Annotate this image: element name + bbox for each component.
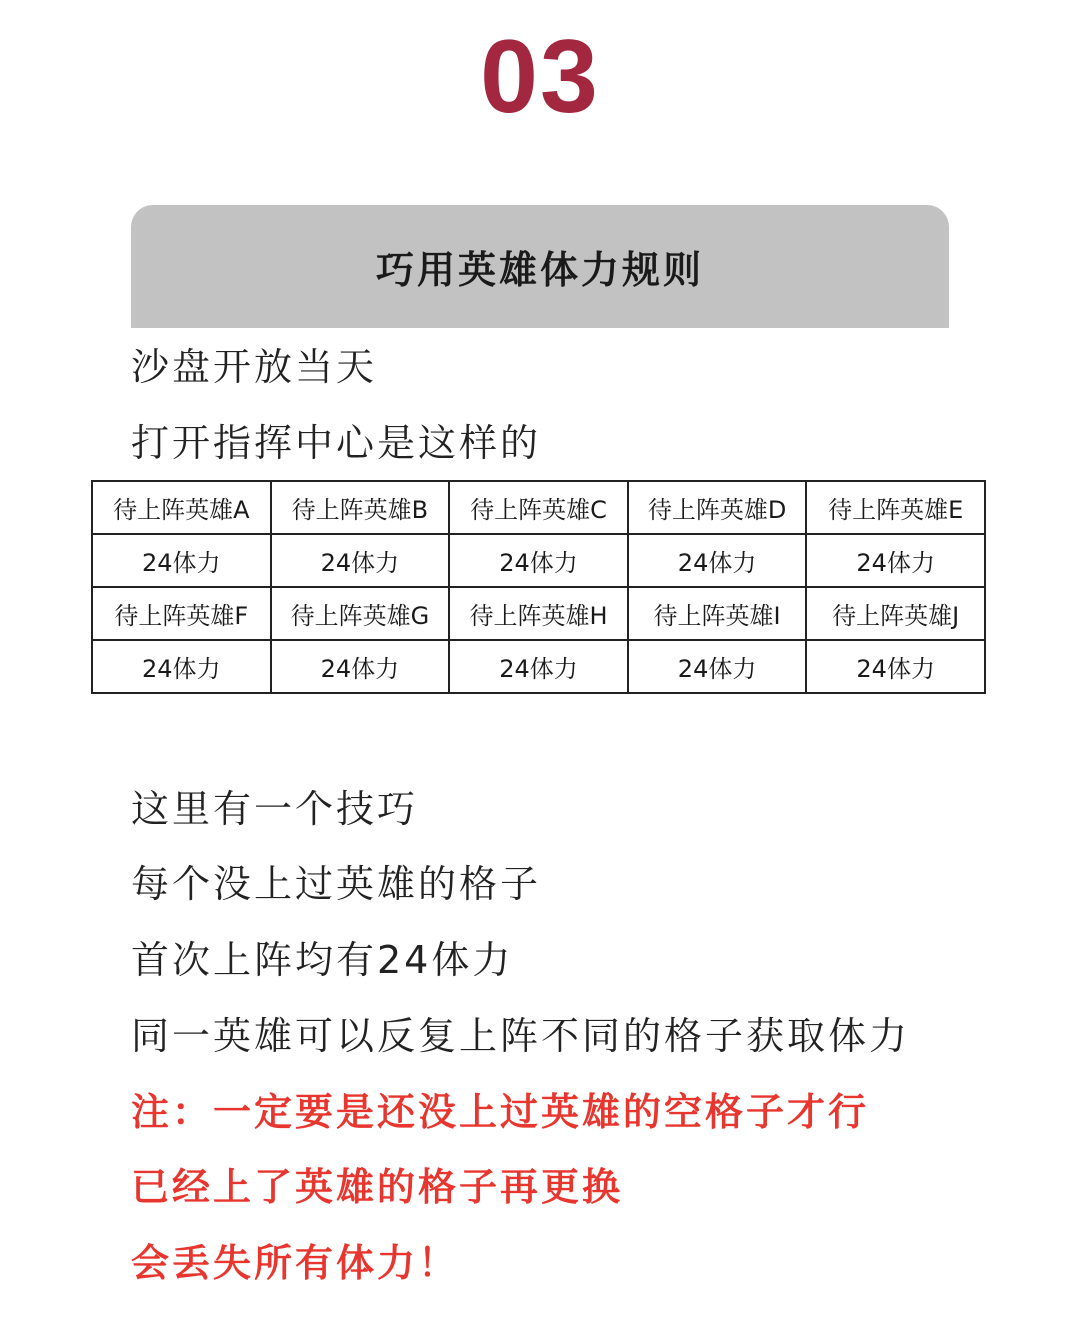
intro-line-2: 打开指挥中心是这样的 <box>131 421 542 465</box>
table-row <box>92 640 985 693</box>
tip-line-2: 每个没上过英雄的格子 <box>131 862 542 906</box>
hero-slot-cell: 待上阵英雄J <box>806 587 985 640</box>
hero-slot-cell: 待上阵英雄A <box>92 481 271 534</box>
stamina-cell: 24体力 <box>449 640 628 693</box>
section-number: 03 <box>480 19 600 135</box>
stamina-cell: 24体力 <box>628 640 807 693</box>
tip-line-3: 首次上阵均有24体力 <box>131 938 514 982</box>
table-row <box>92 587 985 640</box>
intro-line-1: 沙盘开放当天 <box>131 345 378 389</box>
stamina-cell: 24体力 <box>92 640 271 693</box>
table-row <box>92 534 985 587</box>
note-line-1: 注：一定要是还没上过英雄的空格子才行 <box>131 1090 870 1134</box>
stamina-cell: 24体力 <box>271 640 450 693</box>
stamina-cell: 24体力 <box>628 534 807 587</box>
hero-slot-cell: 待上阵英雄C <box>449 481 628 534</box>
hero-stamina-table <box>91 480 986 694</box>
hero-slot-cell: 待上阵英雄B <box>271 481 450 534</box>
stamina-cell: 24体力 <box>271 534 450 587</box>
hero-slot-cell: 待上阵英雄G <box>271 587 450 640</box>
tip-line-1: 这里有一个技巧 <box>131 787 419 831</box>
stamina-cell: 24体力 <box>449 534 628 587</box>
hero-slot-cell: 待上阵英雄I <box>628 587 807 640</box>
tip-line-4: 同一英雄可以反复上阵不同的格子获取体力 <box>131 1014 911 1058</box>
note-line-3: 会丢失所有体力！ <box>131 1241 460 1285</box>
table-row <box>92 481 985 534</box>
hero-slot-cell: 待上阵英雄F <box>92 587 271 640</box>
hero-slot-cell: 待上阵英雄D <box>628 481 807 534</box>
stamina-cell: 24体力 <box>92 534 271 587</box>
stamina-cell: 24体力 <box>806 534 985 587</box>
stamina-cell: 24体力 <box>806 640 985 693</box>
section-title-banner <box>131 205 949 328</box>
note-line-2: 已经上了英雄的格子再更换 <box>131 1165 624 1209</box>
section-title: 巧用英雄体力规则 <box>375 248 704 292</box>
hero-slot-cell: 待上阵英雄E <box>806 481 985 534</box>
hero-slot-cell: 待上阵英雄H <box>449 587 628 640</box>
